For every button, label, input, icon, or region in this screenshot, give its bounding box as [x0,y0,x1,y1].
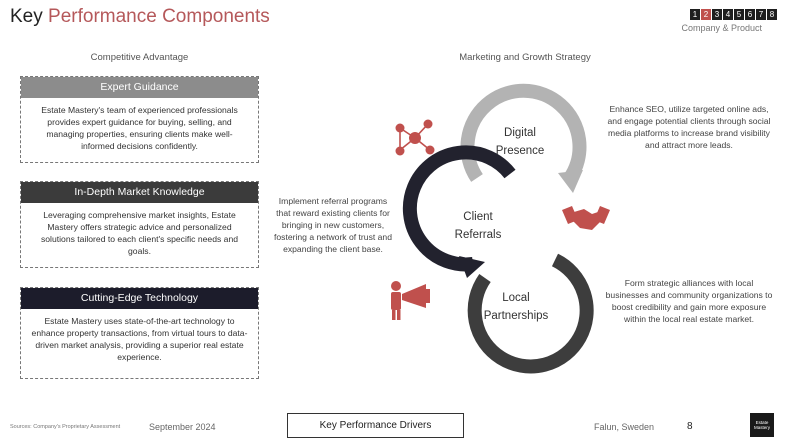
megaphone-icon [386,280,432,320]
desc-local-partnerships: Form strategic alliances with local businesses and community organizations to boost credibility and gain more exposure within the local real estate market. [605,278,773,324]
footer-location: Falun, Sweden [594,422,655,432]
card-body: Estate Mastery uses state-of-the-art technology to enhance property transactions, from virtual tours to data-driven market analysis, providing a superior real estate experience. [31,316,248,362]
pager-item-5[interactable]: 5 [734,9,744,20]
page-title-accent: Performance Components [48,6,270,27]
footer-date: September 2024 [149,422,216,432]
page-title [10,6,270,28]
pager-item-4[interactable]: 4 [723,9,733,20]
pager-item-2[interactable]: 2 [701,9,711,20]
ring-label-referrals [443,208,513,244]
footer-source: Sources: Company's Proprietary Assessment [10,424,121,430]
company-logo [750,413,774,437]
footer-page-number: 8 [687,421,693,432]
competitive-advantage-heading: Competitive Advantage [90,52,189,63]
pager-item-7[interactable]: 7 [756,9,766,20]
card-body: Leveraging comprehensive market insights, Estate Mastery offers strategic advice and personalized solutions tailored to each client's specific needs and goals. [40,210,239,256]
ring-label-line: Partnerships [483,310,549,322]
ring-label-line: Presence [495,145,545,157]
ring-label-digital [485,124,555,160]
ring-digital-arrow [558,170,583,193]
card-title: Expert Guidance [21,77,258,98]
card-expert-guidance [20,76,259,163]
network-icon [390,114,440,162]
pager-item-6[interactable]: 6 [745,9,755,20]
card-title: In-Depth Market Knowledge [21,182,258,203]
logo-text: Estate Mastery [753,420,770,430]
ring-label-line: Referrals [454,229,502,241]
page-title-plain: Key [10,6,43,27]
marketing-growth-heading: Marketing and Growth Strategy [459,52,591,63]
card-cutting-edge-technology [20,287,259,379]
desc-digital-presence: Enhance SEO, utilize targeted online ads, and engage potential clients through social media platforms to increase brand visibility and attract more leads. [607,104,771,150]
pager-item-1[interactable]: 1 [690,9,700,20]
desc-client-referrals: Implement referral programs that reward existing clients for bringing in new customers, fostering a network of trust and expanding the client base. [274,196,392,254]
footer-center-title: Key Performance Drivers [287,413,464,438]
pager-item-8[interactable]: 8 [767,9,777,20]
pager-item-3[interactable]: 3 [712,9,722,20]
ring-label-line: Digital [504,127,536,139]
card-body: Estate Mastery's team of experienced professionals provides expert guidance for buying, selling, and managing properties, ensuring clients make well-informed decisions confidently. [41,105,238,151]
handshake-icon [562,204,610,234]
ring-label-line: Local [502,292,530,304]
ring-label-partnerships [478,289,554,325]
section-label: Company & Product [681,23,762,33]
ring-label-line: Client [463,211,493,223]
card-market-knowledge [20,181,259,268]
slide-pager [690,9,777,20]
card-title: Cutting-Edge Technology [21,288,258,309]
